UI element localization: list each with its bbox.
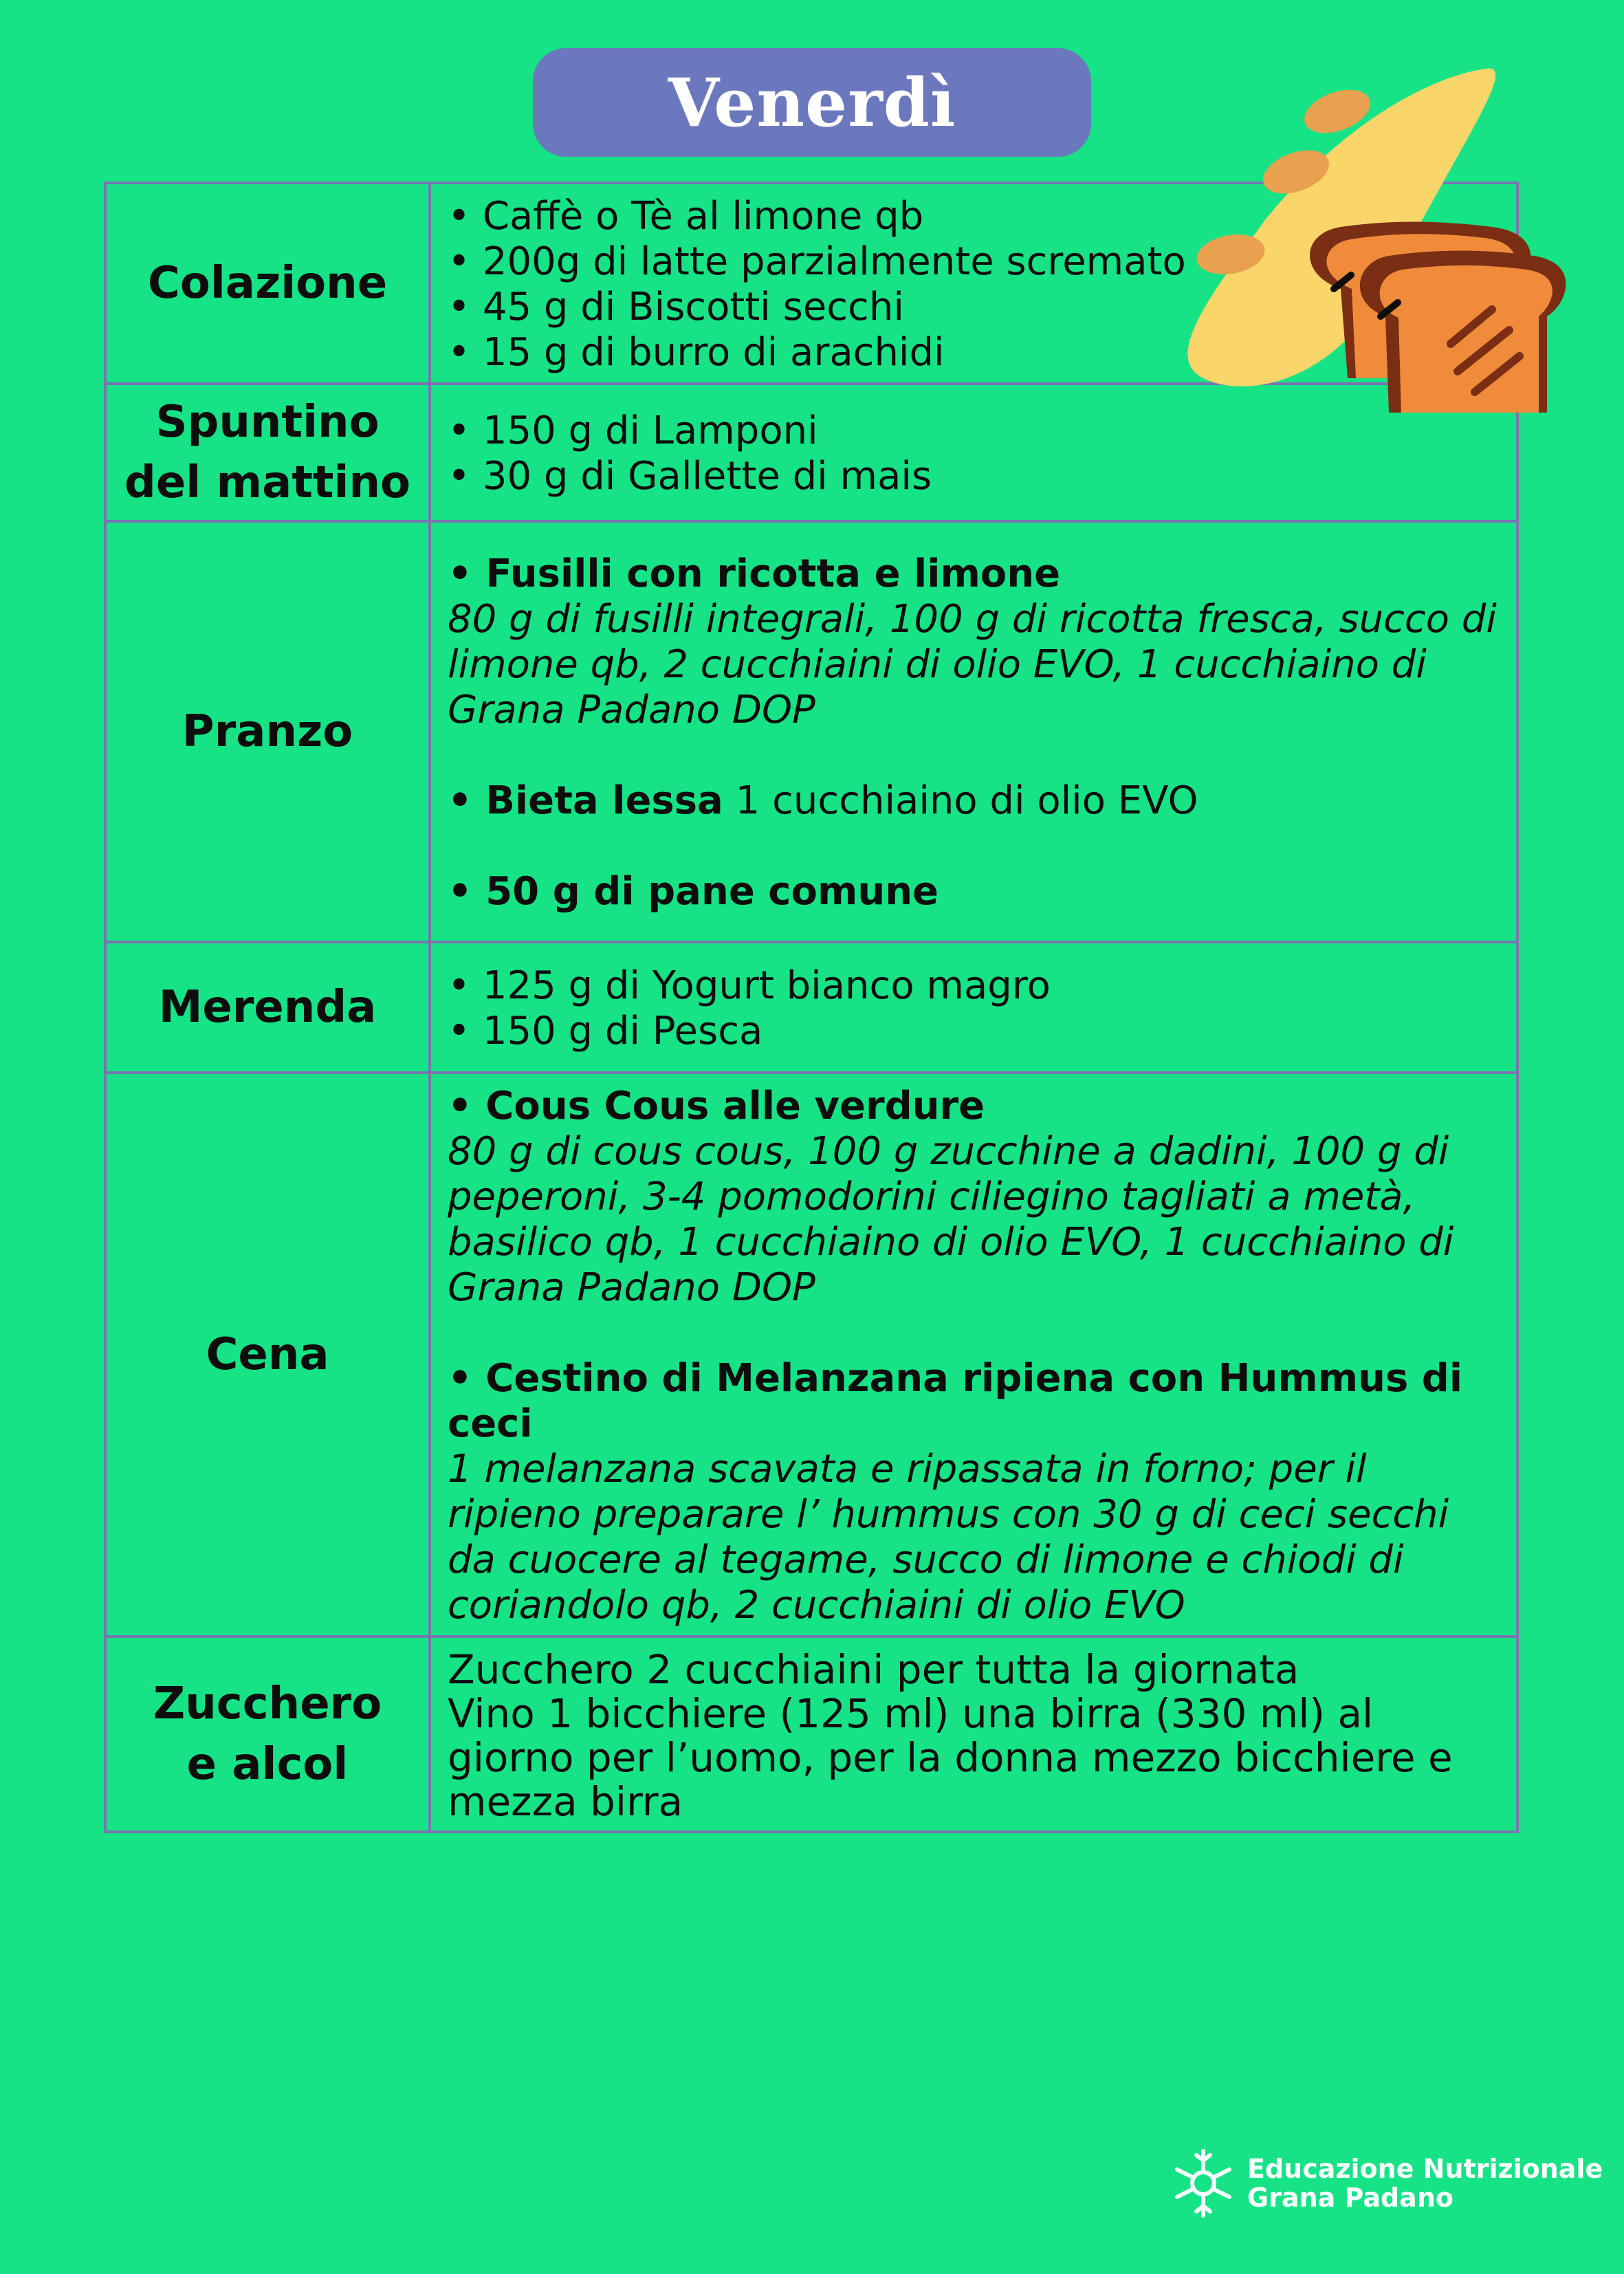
dish-title: • Cous Cous alle verdure — [448, 1084, 1500, 1129]
day-title: Venerdì — [668, 63, 956, 142]
table-row — [105, 942, 1517, 1073]
note-line: Vino 1 bicchiere (125 ml) una birra (330 ml) al giorno per l’uomo, per la donna mezzo bicchiere e mezza birra — [448, 1690, 1453, 1825]
list-item: • 125 g di Yogurt bianco magro — [448, 963, 1500, 1009]
meal-label-merenda: Merenda — [105, 942, 430, 1073]
dish-title: • Bieta lessa — [448, 778, 723, 823]
meal-label-colazione: Colazione — [105, 183, 430, 384]
dish-description: 80 g di fusilli integrali, 100 g di ricotta fresca, succo di limone qb, 2 cucchiaini di olio EVO, 1 cucchiaino di Grana Padano DOP — [448, 597, 1497, 732]
meal-label-spuntino: Spuntino del mattino — [105, 384, 430, 521]
table-row — [105, 1637, 1517, 1832]
day-title-pill — [533, 48, 1091, 157]
list-item: • Caffè o Tè al limone qb — [448, 194, 1500, 239]
table-row — [105, 521, 1517, 942]
brand-line-1: Educazione Nutrizionale — [1247, 2154, 1603, 2184]
dish-title: • Cestino di Melanzana ripiena con Hummus di ceci — [448, 1356, 1500, 1447]
list-item: • 45 g di Biscotti secchi — [448, 285, 1500, 330]
meal-content-zucchero — [430, 1637, 1517, 1832]
bread-and-toast-icon — [1162, 55, 1588, 426]
dish-description: 1 cucchiaino di olio EVO — [735, 778, 1198, 823]
brand-footer — [1174, 2145, 1603, 2221]
meal-label-zucchero: Zucchero e alcol — [105, 1637, 430, 1832]
meal-label-cena: Cena — [105, 1073, 430, 1637]
dish-title: • 50 g di pane comune — [448, 869, 1500, 915]
dish-description: 1 melanzana scavata e ripassata in forno; per il ripieno preparare l’ hummus con 30 g di ceci secchi da cuocere al tegame, succo di limone e chiodi di coriandolo qb, 2 cucchiaini di olio EVO — [448, 1447, 1449, 1628]
meal-content-merenda — [430, 942, 1517, 1073]
list-item: • 15 g di burro di arachidi — [448, 330, 1500, 375]
table-row — [105, 1073, 1517, 1637]
dish-title: • Fusilli con ricotta e limone — [448, 551, 1500, 597]
dish-description: 80 g di cous cous, 100 g zucchine a dadini, 100 g di peperoni, 3-4 pomodorini ciliegino tagliati a metà, basilico qb, 1 cucchiaino di olio EVO, 1 cucchiaino di Grana Padano DOP — [448, 1129, 1454, 1310]
list-item: • 200g di latte parzialmente scremato — [448, 239, 1500, 285]
note-line: Zucchero 2 cucchiaini per tutta la giornata — [448, 1646, 1299, 1693]
meal-content-cena — [430, 1073, 1517, 1637]
list-item: • 30 g di Gallette di mais — [448, 454, 1500, 499]
meal-content-pranzo — [430, 521, 1517, 942]
meal-plan-table — [104, 182, 1519, 1833]
brand-line-2: Grana Padano — [1247, 2183, 1453, 2213]
meal-label-pranzo: Pranzo — [105, 521, 430, 942]
list-item: • 150 g di Lamponi — [448, 408, 1500, 454]
list-item: • 150 g di Pesca — [448, 1009, 1500, 1054]
grana-padano-logo-icon — [1174, 2145, 1232, 2221]
